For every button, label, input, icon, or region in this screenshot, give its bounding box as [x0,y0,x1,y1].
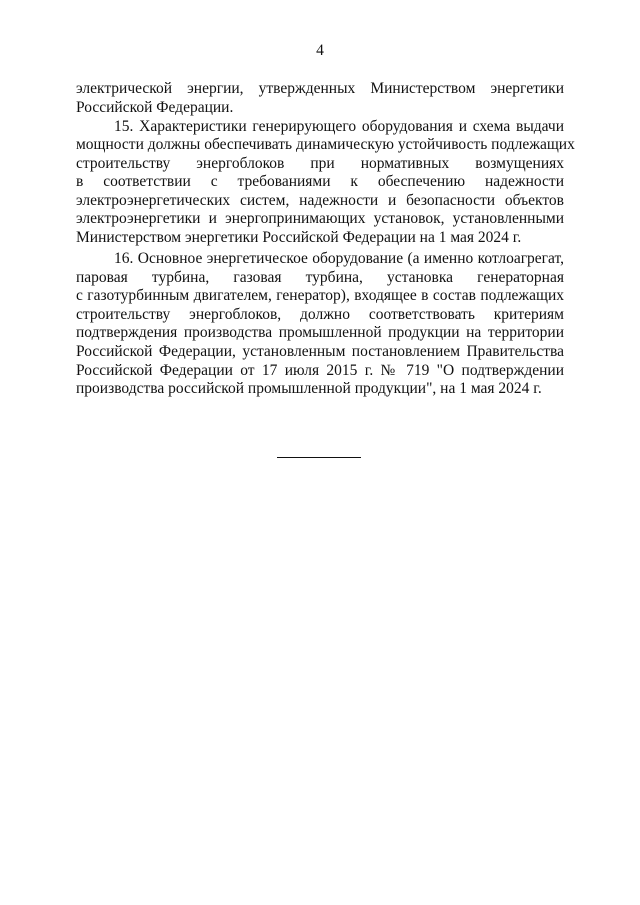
text-line: строительству энергоблоков при нормативных возмущениях [76,154,564,172]
text-line: Российской Федерации, установленным постановлением Правительства [76,342,564,360]
text-line: Российской Федерации от 17 июля 2015 г. № 719 "О подтверждении [76,361,564,379]
paragraph-16 [76,250,564,399]
end-of-document-rule [277,457,361,458]
text-line: Министерством энергетики Российской Федерации на 1 мая 2024 г. [76,229,522,247]
text-line: мощности должны обеспечивать динамическую устойчивость подлежащих [76,136,575,154]
text-line: с газотурбинным двигателем, генератор), входящее в состав подлежащих [76,287,564,305]
text-line: электроэнергетических систем, надежности и безопасности объектов [76,191,564,209]
text-line: паровая турбина, газовая турбина, установка генераторная [76,268,564,286]
text-line: Российской Федерации. [76,98,234,116]
paragraph-15 [76,117,575,248]
text-line: электрической энергии, утвержденных Министерством энергетики [76,80,564,97]
text-line: электроэнергетики и энергопринимающих установок, установленными [76,210,564,228]
paragraph-continued [76,80,564,117]
text-line: подтверждения производства промышленной продукции на территории [76,324,564,342]
text-line: 15. Характеристики генерирующего оборудования и схема выдачи [114,117,564,135]
page-number: 4 [316,42,324,59]
text-line: в соответствии с требованиями к обеспечению надежности [76,173,564,191]
text-line: производства российской промышленной продукции", на 1 мая 2024 г. [76,380,542,398]
text-line: 16. Основное энергетическое оборудование (а именно котлоагрегат, [114,250,564,267]
text-line: строительству энергоблоков, должно соответствовать критериям [76,305,564,323]
